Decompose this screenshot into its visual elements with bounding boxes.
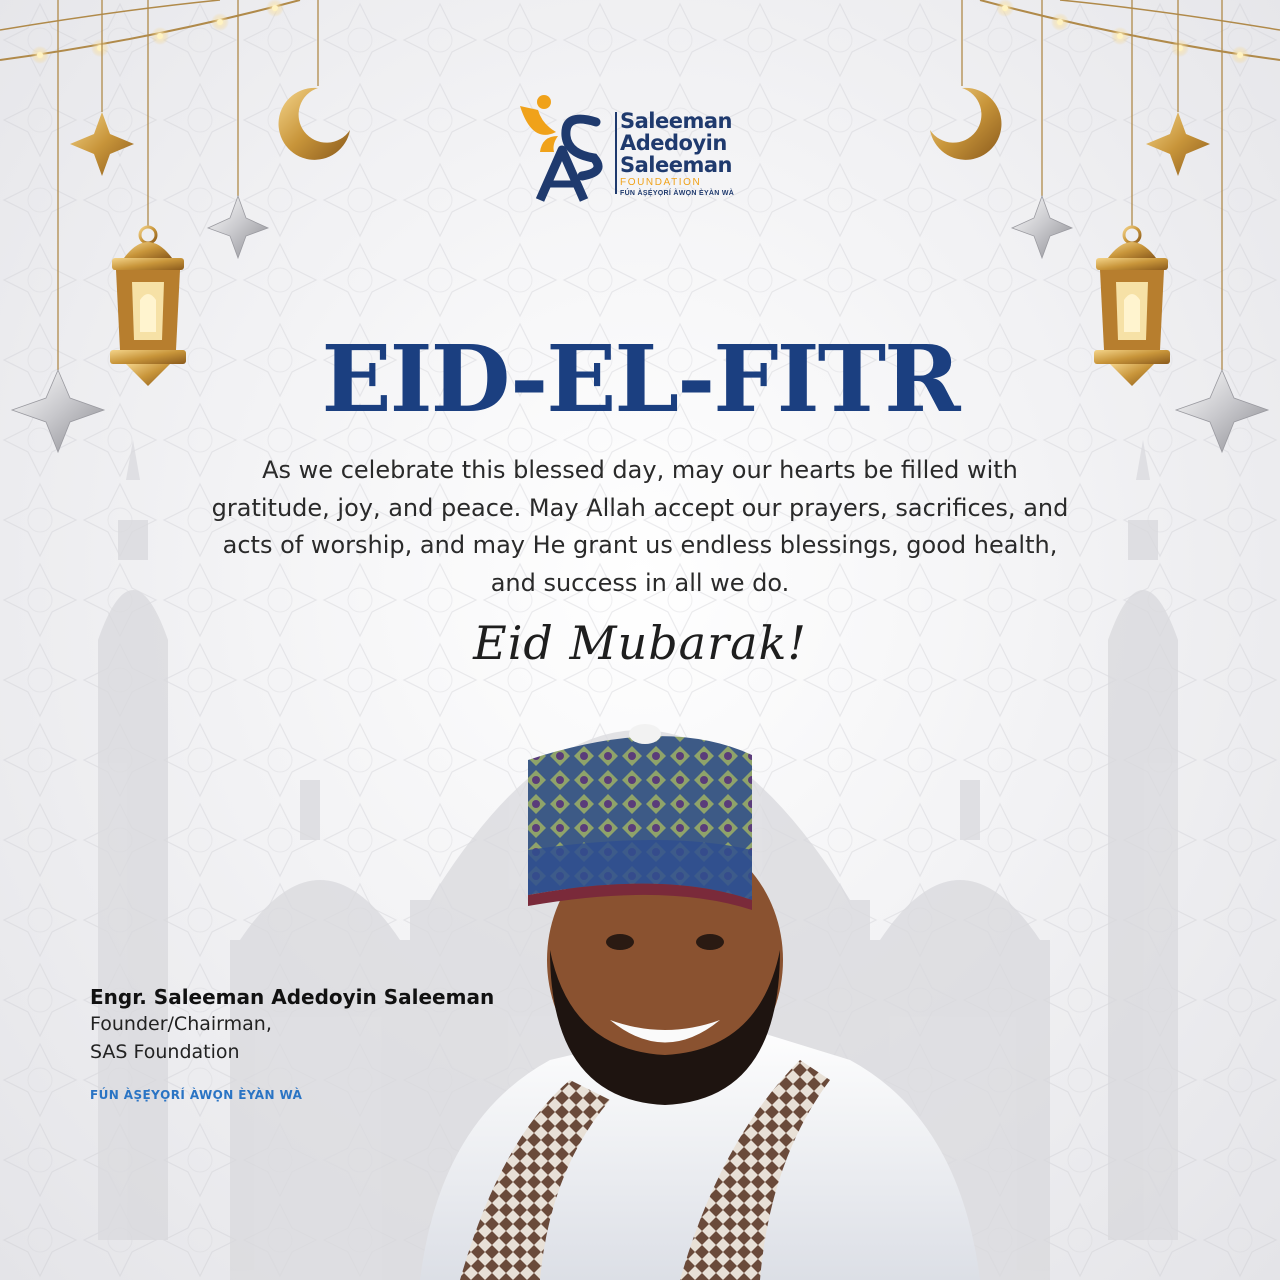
logo-line-3: Saleeman xyxy=(620,153,732,177)
card-title: EID-EL-FITR xyxy=(321,325,959,433)
logo-divider xyxy=(615,112,617,194)
founder-info xyxy=(90,984,510,1102)
logo-line-1: Saleeman xyxy=(620,109,732,133)
eid-mubarak-script: Eid Mubarak! xyxy=(473,616,807,670)
foundation-motto: FÚN ÀṢẸ́YỌRÍ ÀWỌN ÈYÀN WÀ xyxy=(90,1088,303,1102)
logo-line-2: Adedoyin xyxy=(620,131,727,155)
greeting-message: As we celebrate this blessed day, may our hearts be filled with gratitude, joy, and peace. May Allah accept our prayers, sacrifices, and acts of worship, and may He grant us endless blessings, good health, and success in all we do. xyxy=(211,456,1069,597)
foundation-logo-icon xyxy=(512,92,608,204)
logo-subtitle: FOUNDATION xyxy=(620,177,702,188)
logo-wordmark xyxy=(620,110,760,197)
founder-name: Engr. Saleeman Adedoyin Saleeman xyxy=(90,985,495,1009)
founder-role: Founder/Chairman, xyxy=(90,1013,272,1035)
founder-organization: SAS Foundation xyxy=(90,1041,240,1063)
foundation-logo xyxy=(512,92,752,204)
logo-tagline: FÚN ÀṢẸ́YỌRÍ ÀWỌN ÈYÀN WÀ xyxy=(620,190,735,197)
